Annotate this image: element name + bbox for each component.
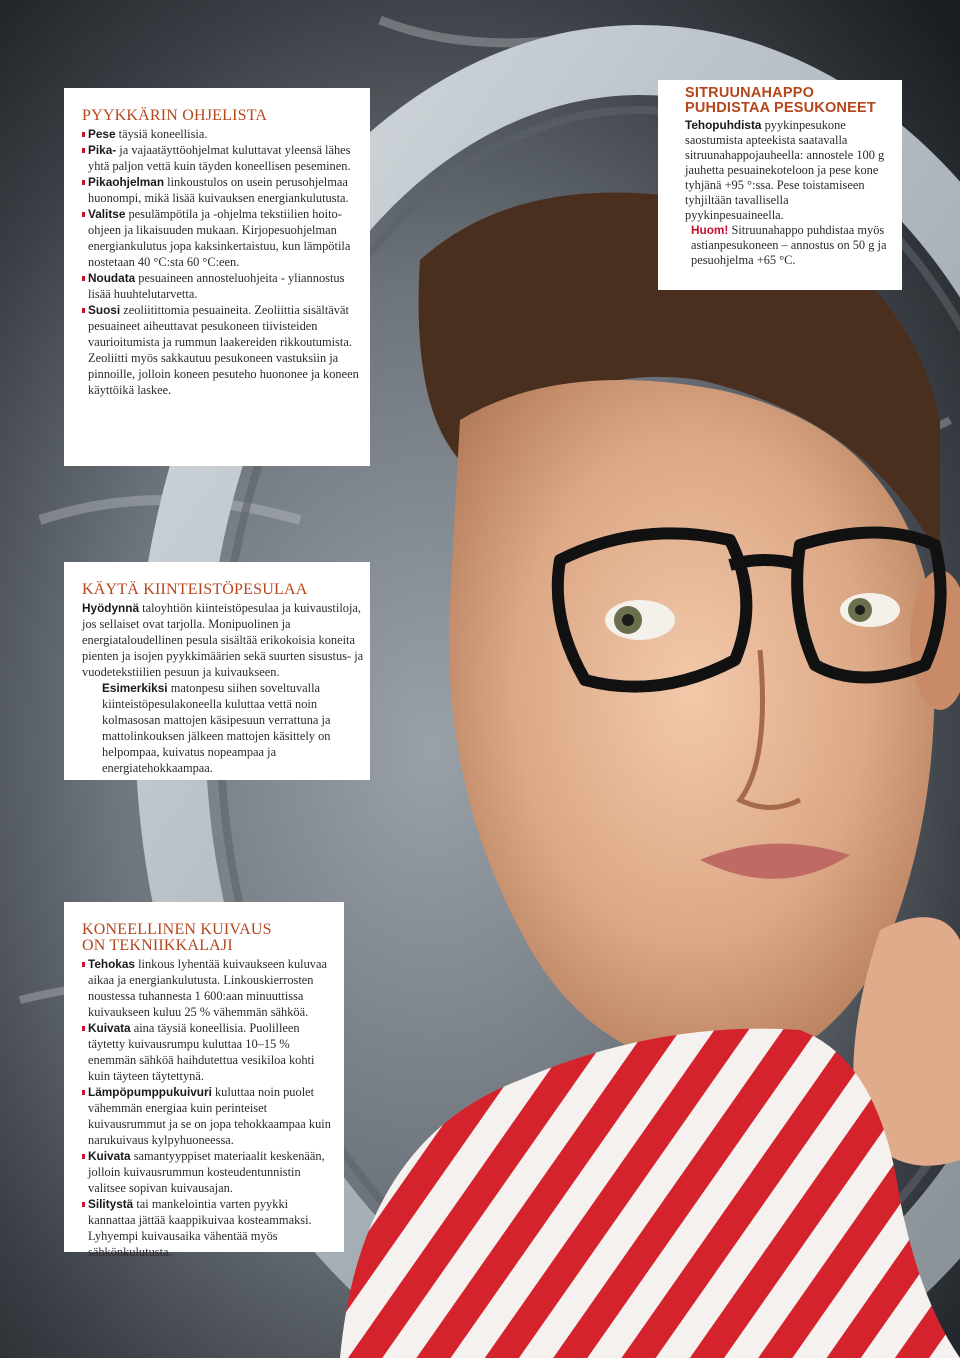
list-item: Valitse pesulämpötila ja -ohjelma tekstiilien hoito-ohjeen ja likaisuuden mukaan. Kirjopesuohjelman energiankulutus jopa kaksinkertaistuu, kun lämpötila nostetaan 40 °C:sta 60 °C:een. [82, 206, 360, 270]
heading-machine-drying: KONEELLINEN KUIVAUS ON TEKNIIKKALAJI [82, 921, 272, 954]
list-item: Lämpöpumppukuivuri kuluttaa noin puolet vähemmän energiaa kuin perinteiset kuivausrummut ja se on jopa tehokkaampaa kuin narukuivaus kylpyhuoneessa. [82, 1084, 338, 1148]
building-paragraph-2: Esimerkiksi matonpesu siihen soveltuvalla kiinteistöpesulakoneella kuluttaa vettä noin kolmasosan mattojen käsipesuun verrattuna ja mattolinkouksen jälkeen mattojen käsittely on helpompaa, kuivatus nopeampaa ja energiatehokkaampaa. [102, 681, 331, 775]
citric-paragraph-2: Huom! Sitruunahappo puhdistaa myös astianpesukoneen – annostus on 50 g ja pesuohjelma +65 °C. [691, 223, 887, 267]
citric-paragraph-1: Tehopuhdista pyykinpesukone saostumista apteekista saatavalla sitruunahappojauheella: annostele 100 g jauhetta pesuainekoteloon ja pese kone tyhjänä +95 °:ssa. Pese toistamiseen tyhjiltään tavallisella pyykinpesuaineella. [685, 118, 885, 222]
box-building-laundry [64, 562, 370, 780]
building-paragraph-1: Hyödynnä taloyhtiön kiinteistöpesulaa ja kuivaustiloja, jos sellaiset ovat tarjolla. Monipuolinen ja energiataloudellinen pesula sisältää erikokoisia koneita pienten ja isojen pyykkimäärien sekä suurten sisustus- ja vuodetekstiilien pesuun ja kuivaukseen. [82, 601, 364, 679]
box-citric-acid [658, 80, 902, 290]
list-item: Silitystä tai mankelointia varten pyykki kannattaa jättää kaappikuivaa kosteammaksi. Lyhyempi kuivausaika vähentää myös sähkönkulutusta. [82, 1196, 338, 1260]
list-item: Noudata pesuaineen annosteluohjeita - yliannostus lisää huuhtelutarvetta. [82, 270, 360, 302]
list-item: Pikaohjelman linkoustulos on usein perusohjelmaa huonompi, mikä lisää kuivauksen energiankulutusta. [82, 174, 360, 206]
box-laundry-checklist [64, 88, 370, 466]
heading-building-laundry: KÄYTÄ KIINTEISTÖPESULAA [82, 581, 308, 598]
list-item: Suosi zeoliitittomia pesuaineita. Zeoliittia sisältävät pesuaineet aiheuttavat pesukoneen tiivisteiden vaurioitumista ja rummun laakereiden rikkoutumista. Zeoliitti myös sakkautuu pesukoneen vastuksiin ja pinnoille, jolloin koneen pesuteho huononee ja koneen käyttöikä laskee. [82, 302, 360, 398]
list-item: Kuivata samantyyppiset materiaalit keskenään, jolloin kuivausrummun kosteudentunnistin valitsee sopivan kuivausajan. [82, 1148, 338, 1196]
list-item: Pika- ja vajaatäyttöohjelmat kuluttavat yleensä lähes yhtä paljon vettä kuin täyden koneellisen peseminen. [82, 142, 360, 174]
list-item: Tehokas linkous lyhentää kuivaukseen kuluvaa aikaa ja energiankulutusta. Linkouskierrosten noustessa tuhannesta 1 600:aan minuuttissa kuivaukseen kuluu 25 % vähemmän sähköä. [82, 956, 338, 1020]
list-item: Pese täysiä koneellisia. [82, 126, 360, 142]
heading-laundry-checklist: PYYKKÄRIN OHJELISTA [82, 107, 268, 124]
heading-citric-acid: SITRUUNAHAPPO PUHDISTAA PESUKONEET [685, 85, 876, 116]
list-item: Kuivata aina täysiä koneellisia. Puolilleen täytetty kuivausrumpu kuluttaa 10–15 % enemmän sähköä haihdutettua vesikiloa kohti kuin täyteen täytettynä. [82, 1020, 338, 1084]
box-machine-drying [64, 902, 344, 1259]
